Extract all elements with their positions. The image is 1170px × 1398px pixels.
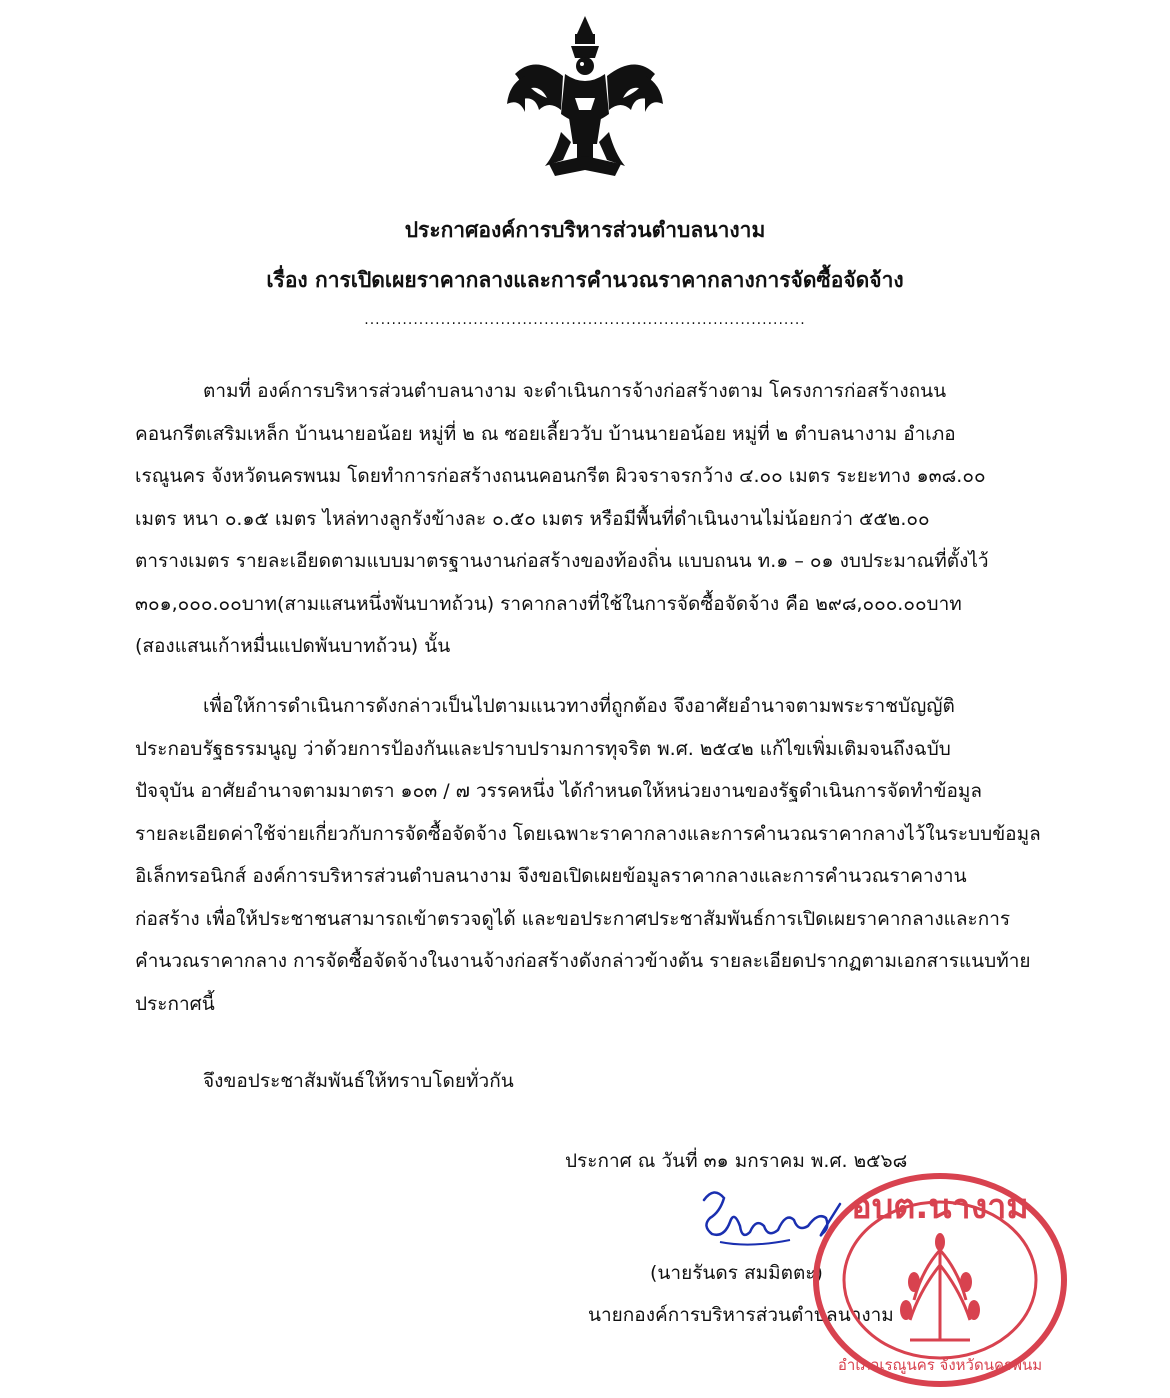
paragraph-line: ปัจจุบัน อาศัยอำนาจตามมาตรา ๑๐๓ / ๗ วรรคหนึ่ง ได้กำหนดให้หน่วยงานของรัฐดำเนินการจัดทำข้อมูล: [135, 780, 983, 802]
svg-text:อำเภอเรณูนคร จังหวัดนครพนม: อำเภอเรณูนคร จังหวัดนครพนม: [837, 1356, 1043, 1374]
paragraph-line: รายละเอียดค่าใช้จ่ายเกี่ยวกับการจัดซื้อจัดจ้าง โดยเฉพาะราคากลางและการคำนวณราคากลางไว้ในระบบข้อมูล: [135, 822, 1041, 845]
svg-text:อบต.นางาม: อบต.นางาม: [851, 1187, 1029, 1227]
paragraph-line: เพื่อให้การดำเนินการดังกล่าวเป็นไปตามแนวทางที่ถูกต้อง จึงอาศัยอำนาจตามพระราชบัญญัติ: [203, 695, 955, 717]
paragraph-line: ประกอบรัฐธรรมนูญ ว่าด้วยการป้องกันและปราบปรามการทุจริต พ.ศ. ๒๕๔๒ แก้ไขเพิ่มเติมจนถึงฉบับ: [135, 737, 951, 760]
paragraph-line: เรณูนคร จังหวัดนครพนม โดยทำการก่อสร้างถนนคอนกรีต ผิวจราจรกว้าง ๔.๐๐ เมตร ระยะทาง ๑๓๘.๐๐: [135, 465, 986, 487]
paragraph-legal-basis: [135, 685, 1063, 1025]
paragraph-line: ตามที่ องค์การบริหารส่วนตำบลนางาม จะดำเนินการจ้างก่อสร้างตาม โครงการก่อสร้างถนน: [203, 380, 947, 402]
paragraph-project-details: [135, 370, 1063, 668]
signer-name: (นายรันดร สมมิตตะ): [650, 1262, 823, 1284]
paragraph-line: ก่อสร้าง เพื่อให้ประชาชนสามารถเข้าตรวจดูได้ และขอประกาศประชาสัมพันธ์การเปิดเผยราคากลางและการ: [135, 907, 1011, 930]
paragraph-line: เมตร หนา ๐.๑๕ เมตร ไหล่ทางลูกรังข้างละ ๐.๕๐ เมตร หรือมีพื้นที่ดำเนินงานไม่น้อยกว่า ๕๕๒.๐๐: [135, 507, 930, 530]
garuda-emblem-icon: [505, 14, 665, 184]
signer-position: นายกองค์การบริหารส่วนตำบลนางาม: [588, 1304, 894, 1326]
paragraph-line: ๓๐๑,๐๐๐.๐๐บาท(สามแสนหนึ่งพันบาทถ้วน) ราคากลางที่ใช้ในการจัดซื้อจัดจ้าง คือ ๒๙๘,๐๐๐.๐๐บาท: [135, 592, 962, 615]
announcement-title: ประกาศองค์การบริหารส่วนตำบลนางาม: [404, 218, 766, 242]
paragraph-line: คอนกรีตเสริมเหล็ก บ้านนายอน้อย หมู่ที่ ๒ ณ ซอยเลี้ยววับ บ้านนายอน้อย หมู่ที่ ๒ ตำบลนางาม อำเภอ: [135, 422, 956, 445]
announcement-date: ประกาศ ณ วันที่ ๓๑ มกราคม พ.ศ. ๒๕๖๘: [565, 1150, 908, 1172]
paragraph-line: อิเล็กทรอนิกส์ องค์การบริหารส่วนตำบลนางาม จึงขอเปิดเผยข้อมูลราคากลางและการคำนวณราคางาน: [135, 865, 967, 887]
paragraph-closing: [135, 1060, 1063, 1103]
closing-line: จึงขอประชาสัมพันธ์ให้ทราบโดยทั่วกัน: [203, 1070, 514, 1092]
paragraph-line: ประกาศนี้: [135, 992, 215, 1015]
title-separator: .................................................................................: [364, 312, 806, 328]
paragraph-line: คำนวณราคากลาง การจัดซื้อจัดจ้างในงานจ้างก่อสร้างดังกล่าวข้างต้น รายละเอียดปรากฏตามเอกสารแนบท้าย: [135, 950, 1031, 972]
announcement-subject: เรื่อง การเปิดเผยราคากลางและการคำนวณราคากลางการจัดซื้อจัดจ้าง: [266, 268, 904, 292]
official-seal: [810, 1170, 1070, 1390]
paragraph-line: (สองแสนเก้าหมื่นแปดพันบาทถ้วน) นั้น: [135, 635, 451, 657]
paragraph-line: ตารางเมตร รายละเอียดตามแบบมาตรฐานงานก่อสร้างของท้องถิ่น แบบถนน ท.๑ – ๐๑ งบประมาณที่ตั้งไว้: [135, 550, 989, 572]
